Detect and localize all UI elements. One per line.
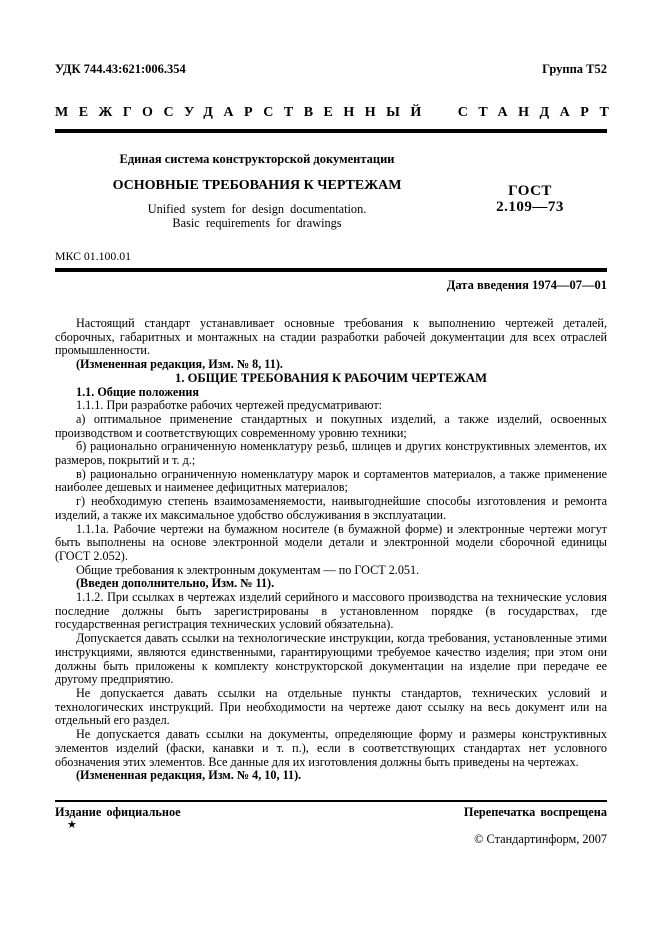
- title-block: [55, 152, 607, 236]
- paragraph-1-1-1-item-a: а) оптимальное применение стандартных и покупных изделий, а также изделий, освоенных производством и соответствующих современному уровню техники;: [55, 411, 607, 440]
- paragraph-1-1-2: 1.1.2. При ссылках в чертежах изделий серийного и массового производства на технические условия последние должны быть зарегистрированы в установленном порядке (в государствах, где государственная регистрация технических условий обязательна).: [55, 590, 607, 632]
- amendment-note-1-1-1a: (Введен дополнительно, Изм. № 11).: [76, 576, 275, 591]
- gost-designation: [470, 184, 590, 215]
- footer-row: [55, 805, 607, 819]
- classification-row: [55, 62, 607, 76]
- system-title: Единая система конструкторской документации: [119, 152, 395, 166]
- paragraph-1-1-2-allowed: Допускается давать ссылки на технологические инструкции, когда требования, установленные этими инструкциями, являются единственными, гарантирующими требуемое качество изделия; при этом они должны быть приложены к комплекту конструкторской документации на изделие при передаче ее другому предприятию.: [55, 631, 607, 687]
- document-title-english: [55, 203, 459, 230]
- gost-number: 2.109—73: [496, 198, 564, 215]
- subsection-1-1-heading: 1.1. Общие положения: [76, 384, 199, 399]
- gost-label: ГОСТ: [508, 183, 552, 199]
- paragraph-1-1-1a-electronic: Общие требования к электронным документам — по ГОСТ 2.051.: [76, 562, 420, 577]
- paragraph-1-1-1-item-g: г) необходимую степень взаимозаменяемости, наивыгоднейшие способы изготовления и ремонта изделий, а также их максимальное удобство обслуживания в эксплуатации.: [55, 494, 607, 522]
- section-1-heading: 1. ОБЩИЕ ТРЕБОВАНИЯ К РАБОЧИМ ЧЕРТЕЖАМ: [175, 370, 487, 385]
- title-left-column: [55, 152, 459, 230]
- reprint-forbidden-label: Перепечатка воспрещена: [463, 805, 607, 819]
- standard-kind-heading: МЕЖГОСУДАРСТВЕННЫЙ СТАНДАРТ: [55, 105, 620, 120]
- group-code: Группа Т52: [542, 62, 607, 76]
- udk-code: УДК 744.43:621:006.354: [55, 62, 186, 76]
- amendment-note-intro: (Измененная редакция, Изм. № 8, 11).: [76, 357, 283, 372]
- paragraph-1-1-1-item-v: в) рационально ограниченную номенклатуру марок и сортаментов материалов, а также применение наиболее дешевых и наименее дефицитных материалов;: [55, 466, 607, 495]
- document-body: [55, 317, 607, 783]
- paragraph-1-1-1-item-b: б) рационально ограниченную номенклатуру резьб, шлицев и других конструктивных элементов, их размеров, покрытий и т. д.;: [55, 439, 607, 468]
- horizontal-rule-footer: [55, 800, 607, 802]
- copyright-notice: © Стандартинформ, 2007: [474, 832, 607, 846]
- effective-date: Дата введения 1974—07—01: [446, 278, 607, 292]
- paragraph-1-1-1: 1.1.1. При разработке рабочих чертежей предусматривают:: [76, 398, 383, 413]
- horizontal-rule-top: [55, 129, 607, 133]
- paragraph-1-1-1a: 1.1.1а. Рабочие чертежи на бумажном носителе (в бумажной форме) и электронные чертежи могут быть выполнены на основе электронной модели детали и электронной модели сборочной единицы (ГОСТ 2.052).: [55, 521, 607, 563]
- mks-code: МКС 01.100.01: [55, 249, 132, 263]
- page-footer: [55, 800, 607, 846]
- edition-star-icon: ★: [67, 819, 77, 831]
- document-title-english-line1: Unified system for design documentation.: [147, 202, 367, 216]
- document-title-english-line2: Basic requirements for drawings: [172, 215, 342, 230]
- document-title: ОСНОВНЫЕ ТРЕБОВАНИЯ К ЧЕРТЕЖАМ: [112, 178, 402, 193]
- paragraph-intro: Настоящий стандарт устанавливает основные требования к выполнению чертежей деталей, сборочных, габаритных и монтажных на стадии разработки рабочей документации для всех отраслей промышленности.: [55, 316, 607, 358]
- paragraph-1-1-2-not-allowed-1: Не допускается давать ссылки на отдельные пункты стандартов, технических условий и технологических инструкций. При необходимости на чертеже дают ссылку на весь документ или на отдельный его раздел.: [55, 685, 607, 728]
- amendment-note-1-1-2: (Измененная редакция, Изм. № 4, 10, 11).: [76, 768, 302, 783]
- official-edition-label: Издание официальное: [55, 805, 181, 819]
- paragraph-1-1-2-not-allowed-2: Не допускается давать ссылки на документы, определяющие форму и размеры конструктивных элементов изделий (фаски, канавки и т. п.), если в соответствующих стандартах нет условного обозначения этих элементов. Все данные для их изготовления должны быть приведены на чертежах.: [55, 727, 607, 769]
- horizontal-rule-mks: [55, 268, 607, 272]
